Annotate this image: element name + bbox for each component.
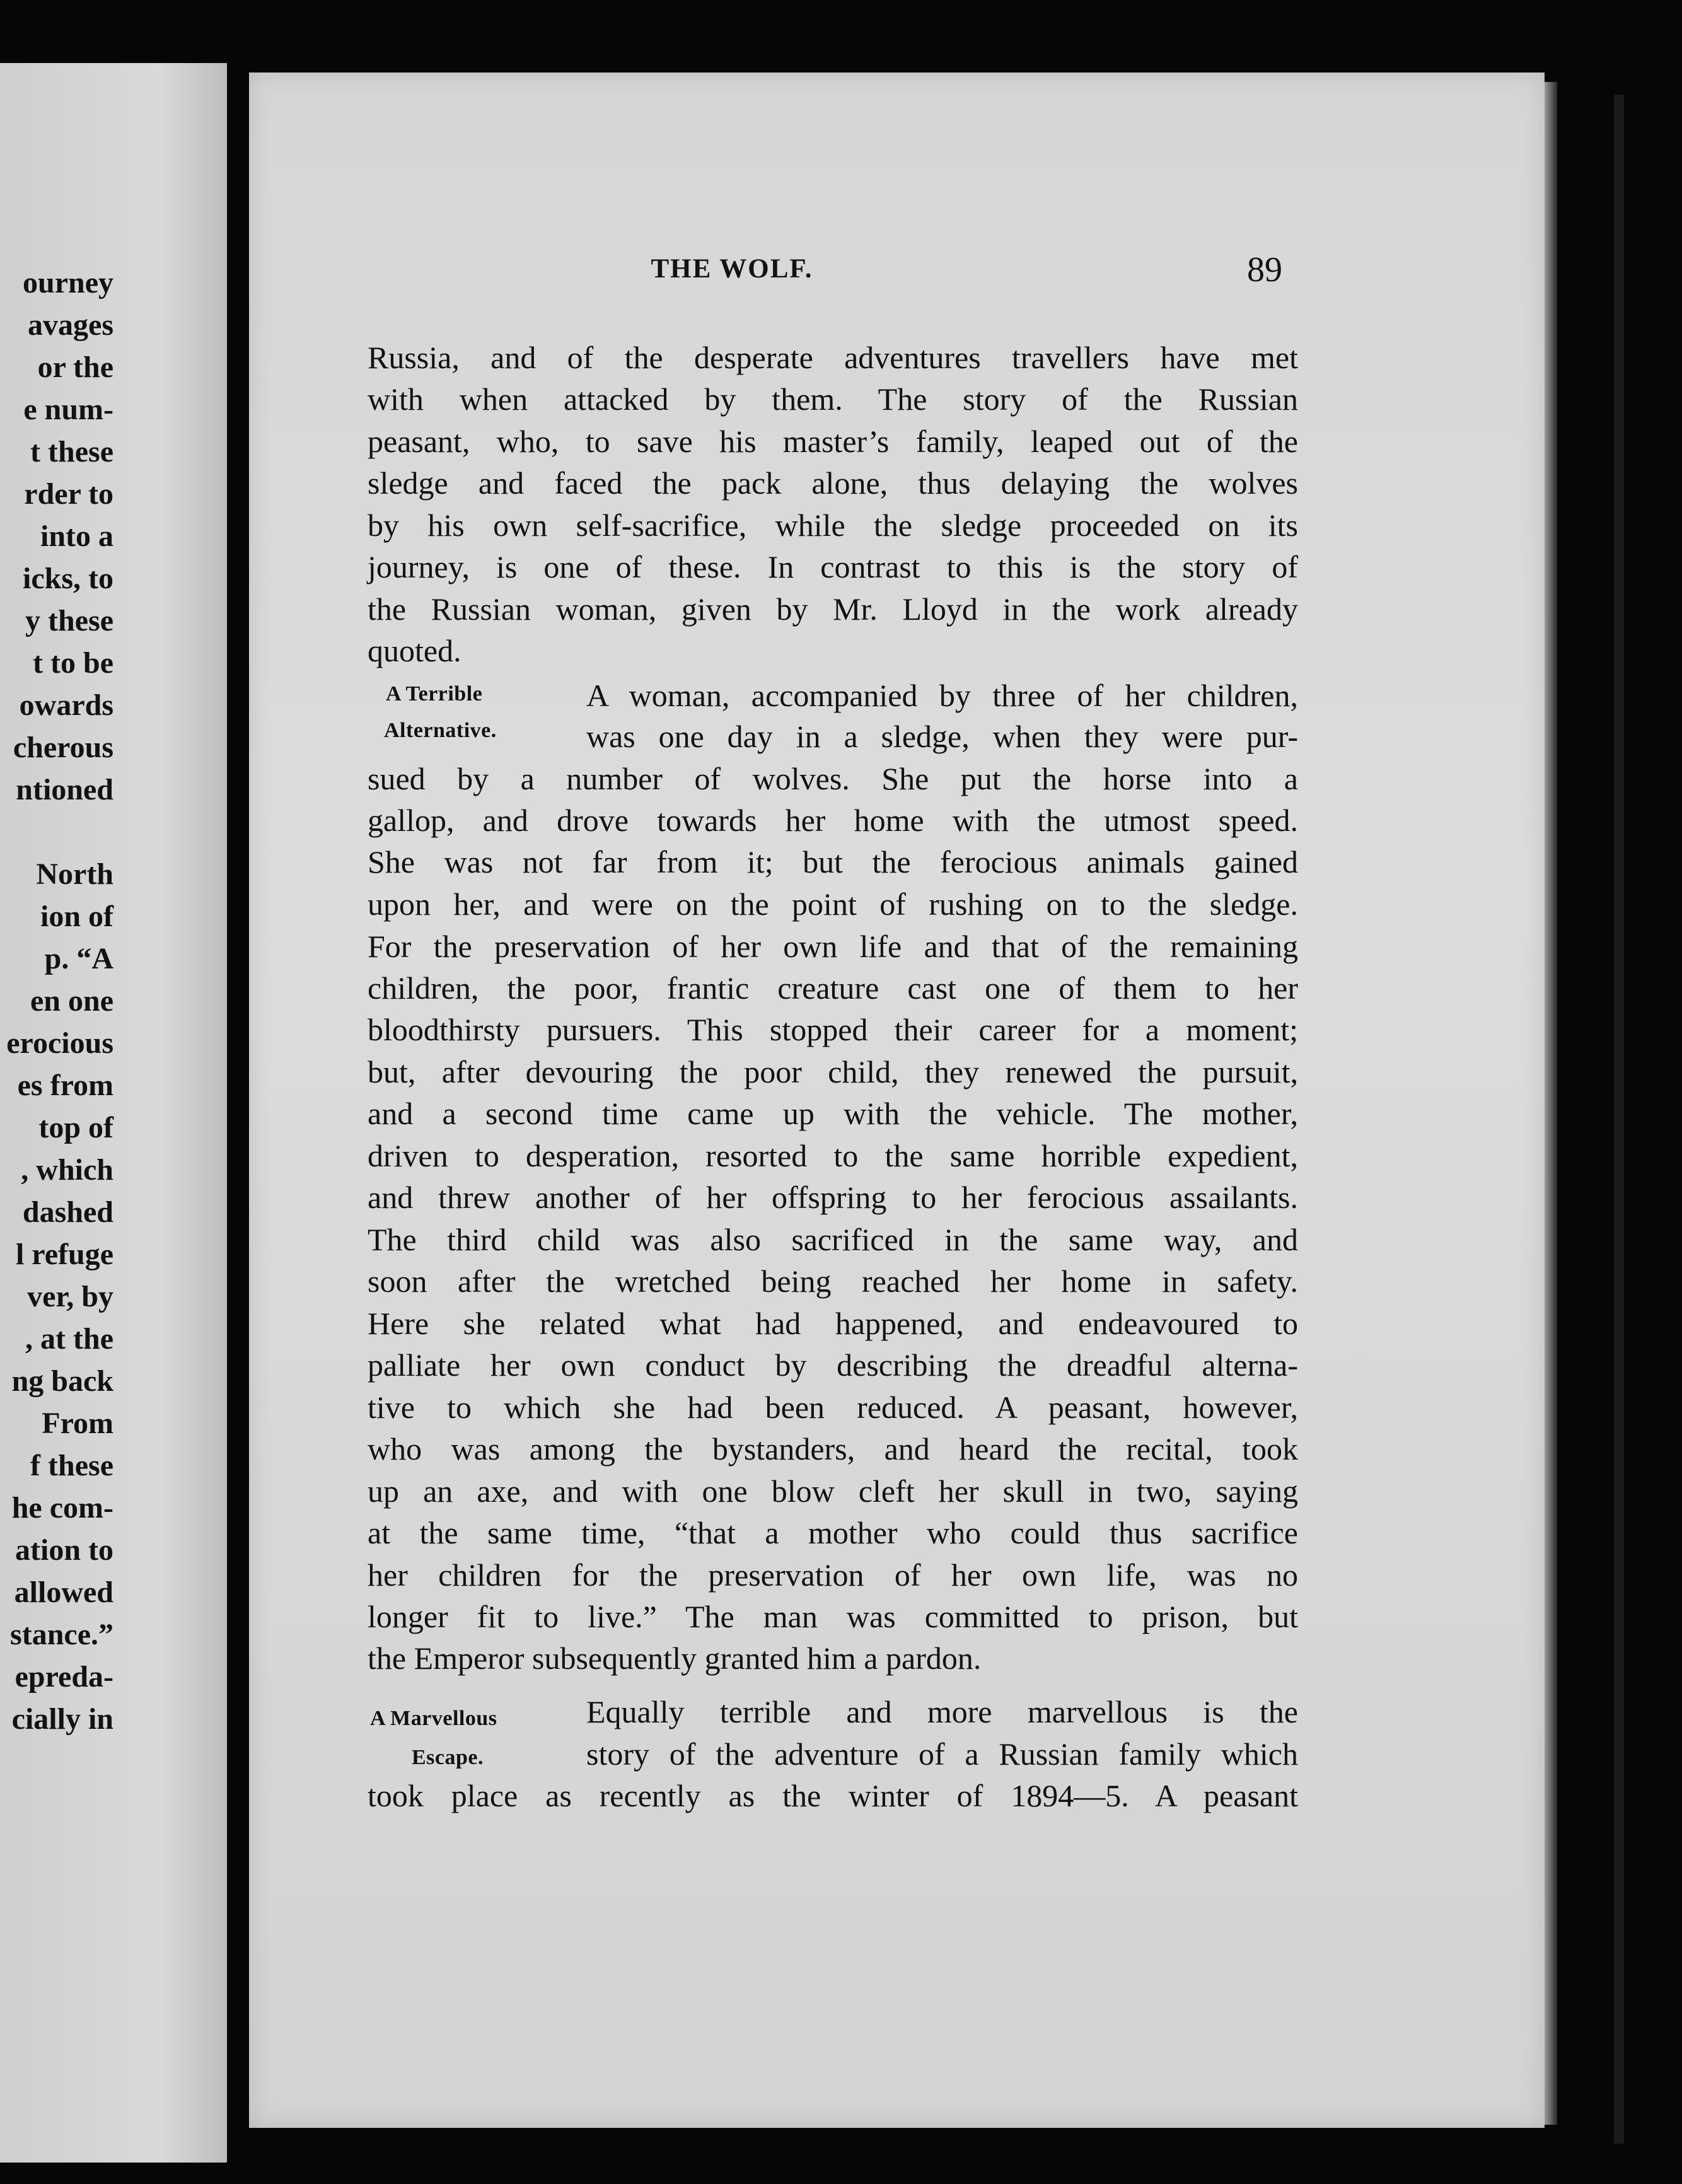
book-gutter [227,57,246,2175]
facing-page-fragment: top of [38,1111,113,1144]
side-note-terrible: A Terrible [386,682,483,706]
text-line: driven to desperation, resorted to the same horrible expedient, [368,1138,1298,1173]
facing-page-fragment: allowed [14,1576,113,1609]
facing-page-fragment: es from [17,1069,113,1102]
text-line: Russia, and of the desperate adventures travellers have met [368,340,1298,375]
side-note-alternative: Alternative. [384,719,497,742]
facing-page-fragment: From [42,1407,113,1440]
text-line: sledge and faced the pack alone, thus delaying the wolves [368,465,1298,501]
text-line: her children for the preservation of her own life, was no [368,1557,1298,1593]
side-note-marvellous: A Marvellous [370,1707,497,1730]
text-line: upon her, and were on the point of rushing on to the sledge. [368,886,1298,922]
text-line: by his own self-sacrifice, while the sledge proceeded on its [368,508,1298,543]
facing-page-fragment: ntioned [16,773,113,806]
text-line: The third child was also sacrificed in the same way, and [368,1222,1298,1257]
facing-page-fragment: ation to [15,1533,113,1567]
text-line: and a second time came up with the vehicle. The mother, [368,1096,1298,1131]
facing-page-fragment: , at the [25,1322,113,1356]
text-line: Here she related what had happened, and endeavoured to [368,1306,1298,1341]
text-line: sued by a number of wolves. She put the horse into a [368,761,1298,796]
text-line: children, the poor, frantic creature cast one of them to her [368,970,1298,1006]
text-line: For the preservation of her own life and that of the remaining [368,929,1298,964]
running-head [0,250,1682,291]
facing-page-fragment: t to be [33,646,113,680]
text-line: journey, is one of these. In contrast to this is the story of [368,549,1298,584]
text-line: at the same time, “that a mother who could thus sacrifice [368,1515,1298,1550]
facing-page-fragment: p. “A [44,942,113,975]
facing-page-fragment: ng back [11,1364,113,1398]
facing-page-fragment: en one [30,984,113,1018]
text-line: with when attacked by them. The story of the Russian [368,381,1298,417]
text-line: gallop, and drove towards her home with the utmost speed. [368,803,1298,838]
text-line: A woman, accompanied by three of her children, [586,678,1298,713]
facing-page-fragment: rder to [24,477,113,511]
text-line: who was among the bystanders, and heard the recital, took [368,1431,1298,1467]
facing-page-fragment: ion of [40,900,113,933]
text-line: story of the adventure of a Russian family which [586,1736,1298,1772]
text-line: soon after the wretched being reached her home in safety. [368,1263,1298,1299]
previous-page [0,63,227,2163]
text-line: the Emperor subsequently granted him a pardon. [368,1641,982,1676]
facing-page-fragment: into a [40,520,113,553]
facing-page-fragment: l refuge [15,1238,113,1271]
facing-page-fragment: , which [21,1153,113,1187]
facing-page-fragment: f these [30,1449,113,1482]
facing-page-fragment: or the [37,351,113,384]
facing-page-fragment: cially in [11,1702,113,1736]
facing-page-fragment: avages [28,308,113,342]
page-number: 89 [1247,250,1282,289]
text-line: bloodthirsty pursuers. This stopped their career for a moment; [368,1012,1298,1047]
text-line: up an axe, and with one blow cleft her skull in two, saying [368,1473,1298,1509]
text-line: and threw another of her offspring to her ferocious assailants. [368,1180,1298,1215]
text-line: She was not far from it; but the ferocious animals gained [368,844,1298,880]
text-line: took place as recently as the winter of 1894—5. A peasant [368,1778,1298,1813]
text-line: Equally terrible and more marvellous is the [586,1694,1298,1729]
side-note-escape: Escape. [412,1746,484,1769]
text-line: longer fit to live.” The man was committed to prison, but [368,1599,1298,1634]
facing-page-fragment: he com- [11,1491,113,1525]
text-line: peasant, who, to save his master’s family, leaped out of the [368,424,1298,459]
facing-page-fragment: owards [19,688,113,722]
facing-page-fragment: epreda- [14,1660,113,1693]
text-line: tive to which she had been reduced. A peasant, however, [368,1390,1298,1425]
facing-page-fragment: y these [25,604,113,637]
facing-page-fragment: North [36,857,113,891]
facing-page-fragment: cherous [13,731,113,764]
facing-page-fragment: t these [30,435,113,468]
facing-page-fragment: erocious [6,1026,113,1060]
facing-page-fragment: icks, to [23,562,113,595]
facing-page-fragment: ourney [23,266,113,299]
text-line: but, after devouring the poor child, they renewed the pursuit, [368,1054,1298,1089]
facing-page-fragment: dashed [22,1195,113,1229]
running-title: THE WOLF. [651,254,813,284]
text-line: quoted. [368,633,461,668]
facing-page-fragment: ver, by [27,1280,113,1313]
text-line: palliate her own conduct by describing the dreadful alterna- [368,1347,1298,1383]
facing-page-fragment: e num- [23,393,113,426]
text-line: the Russian woman, given by Mr. Lloyd in the work already [368,591,1298,627]
scan-border [1614,95,1624,2144]
facing-page-fragment: stance.” [10,1618,113,1651]
page-edge-shadow [1545,82,1557,2125]
text-line: was one day in a sledge, when they were pur- [586,719,1298,754]
